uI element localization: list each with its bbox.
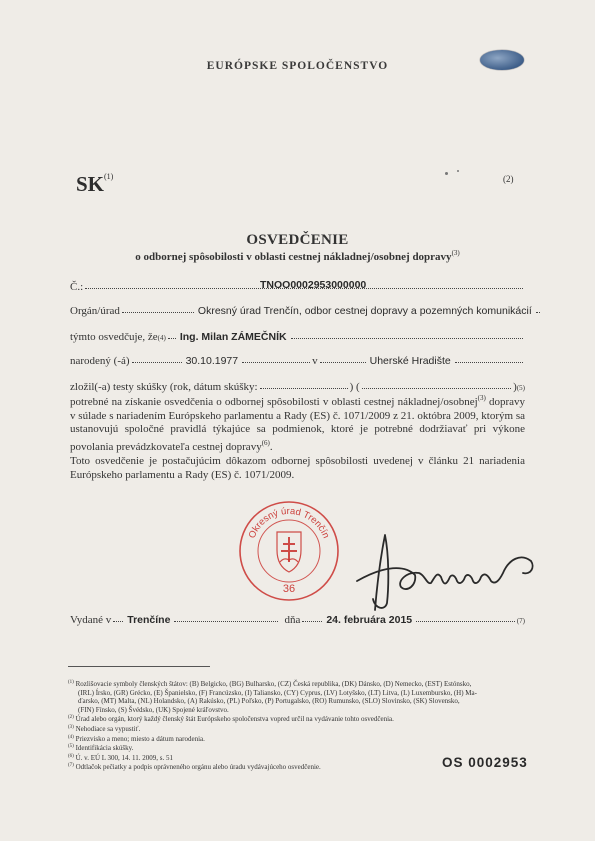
footnote-1-cont: (IRL) Írsko, (GR) Grécko, (E) Španielsko, (F) Francúzsko, (I) Taliansko, (CY) Cyprus, (LV) Lotyšsko, (LT) Litva, (L) Luxembursko, (H) Ma- (78, 688, 477, 697)
birth-date: 30.10.1977 (185, 355, 239, 367)
dotted-line (455, 362, 523, 363)
print-speck (457, 170, 459, 172)
footnote-text: Odtlačok pečiatky a podpis oprávneného orgánu alebo úradu vydávajúceho osvedčenie. (75, 763, 321, 772)
dotted-line (362, 388, 511, 389)
dotted-line (122, 312, 194, 313)
issued-label: Vydané v (70, 614, 112, 626)
footnote-5 (68, 743, 518, 753)
issuer-note: (2) (503, 174, 514, 184)
footnote-text: Úrad alebo orgán, ktorý každý členský štát Európskeho spoločenstva vopred určil na vydávanie tohto osvedčenia. (75, 715, 394, 724)
handwritten-signature (345, 525, 535, 615)
footnote-1-cont: ďarsko, (MT) Malta, (NL) Holandsko, (A) Rakúsko, (PL) Poľsko, (P) Portugalsko, (RO) Rumunsko, (SLO) Slovinsko, (SK) Slovensko, (78, 697, 460, 706)
dotted-line (174, 621, 278, 622)
passed-mid: ) ( (349, 381, 360, 393)
footnote-text: Ú. v. EÚ L 300, 14. 11. 2009, s. 51 (75, 753, 174, 762)
passed-label: zložil(-a) testy skúšky (rok, dátum skúšky: (70, 381, 258, 393)
authority-row (70, 305, 532, 317)
footnote-mark: (4) (68, 734, 74, 740)
footnote-divider (68, 666, 210, 667)
issue-row (70, 614, 525, 626)
serial-number: OS 0002953 (442, 755, 528, 770)
dotted-line (242, 362, 310, 363)
dotted-line (113, 621, 123, 622)
footnote-1-cont: (FIN) Fínsko, (S) Švédsko, (UK) Spojené kráľovstvo. (78, 705, 229, 714)
emblem-logo (480, 50, 524, 70)
country-code (76, 172, 113, 197)
footnote-text: Rozlišovacie symboly členských štátov: (B) Belgicko, (BG) Bulharsko, (CZ) Česká republika, (DK) Dánsko, (D) Nemecko, (EST) Estónsko, (75, 680, 472, 688)
issue-note: (7) (516, 617, 525, 625)
certificate-number-row (70, 281, 525, 293)
footnote-mark: (7) (68, 763, 74, 769)
para1-note6: (6) (261, 438, 270, 447)
document-subtitle (0, 249, 595, 263)
para1-note3: (3) (477, 394, 486, 402)
passed-note: (5) (516, 384, 525, 392)
footnote-mark: (6) (68, 753, 74, 759)
footnote-4 (68, 734, 518, 744)
passed-end: ) (513, 381, 517, 393)
subtitle-text: o odbornej spôsobilosti v oblasti cestnej nákladnej/osobnej dopravy (135, 251, 452, 263)
para1-rest: dopravy v súlade s nariadením Európskeho parlamentu a Rady (ES) č. 1071/2009 z 21. októbra 2009, ktorým sa ustanovujú spoločné pravidlá týkajúce sa podmienok, ktoré je potrebné dodržiavať pri výkone povolania prevádzkovateľa cestnej dopravy (70, 396, 525, 453)
certificate-number: TNOO0002953000000 (260, 279, 367, 291)
dotted-line (416, 621, 515, 622)
holder-row (70, 331, 525, 343)
holder-name: Ing. Milan ZÁMEČNÍK (179, 331, 287, 343)
double-cross-icon (281, 537, 297, 562)
subtitle-note: (3) (451, 249, 460, 257)
birth-row (70, 355, 525, 367)
footnote-mark: (1) (68, 680, 74, 685)
dotted-line (320, 362, 366, 363)
footnote-mark: (5) (68, 744, 74, 750)
community-header: EURÓPSKE SPOLOČENSTVO (206, 60, 389, 72)
issue-place: Trenčíne (127, 614, 171, 626)
footnote-mark: (3) (68, 724, 74, 730)
dotted-line (168, 338, 176, 339)
certify-label: týmto osvedčuje, že (70, 331, 158, 343)
footnote-text: Priezvisko a meno; miesto a dátum narodenia. (75, 734, 205, 743)
print-speck (445, 172, 448, 175)
date-label: dňa (284, 614, 301, 626)
dotted-line (132, 362, 182, 363)
footnote-1 (68, 679, 518, 689)
signature-stroke (357, 535, 533, 610)
footnote-2 (68, 714, 518, 724)
authority-label: Orgán/úrad (70, 305, 120, 317)
number-label: Č.: (70, 281, 84, 293)
para1-line1: potrebné na získanie osvedčenia o odbornej spôsobilosti v oblasti cestnej nákladnej/osobnej (70, 396, 478, 408)
certification-paragraph (70, 392, 525, 454)
certify-note: (4) (157, 334, 166, 342)
authority-value: Okresný úrad Trenčín, odbor cestnej dopravy a pozemných komunikácií (197, 305, 532, 317)
born-in-label: v (312, 355, 318, 367)
footnote-mark: (2) (68, 715, 74, 721)
country-code-text: SK (76, 172, 105, 196)
para1-end: . (269, 440, 273, 453)
footnote-text: Identifikácia skúšky. (75, 744, 134, 753)
official-stamp (238, 500, 340, 602)
stamp-ring-text-path: Okresný úrad Trenčín (246, 505, 332, 541)
born-label: narodený (-á) (70, 355, 130, 367)
issue-date: 24. februára 2015 (326, 614, 413, 626)
dotted-line (291, 338, 523, 339)
dotted-line (302, 621, 322, 622)
stamp-number: 36 (282, 583, 296, 595)
sufficiency-paragraph: Toto osvedčenie je postačujúcim dôkazom odbornej spôsobilosti uvedenej v článku 21 nariadenia Európskeho parlamentu a Rady (ES) č. 1071/2009. (70, 455, 525, 481)
document-title: OSVEDČENIE (246, 232, 349, 248)
dotted-line (260, 388, 348, 389)
footnote-3 (68, 724, 518, 734)
birth-place: Uherské Hradište (369, 355, 451, 367)
dotted-line (536, 312, 540, 313)
footnote-text: Nehodiace sa vypustiť. (75, 724, 141, 733)
country-code-note: (1) (104, 172, 114, 181)
